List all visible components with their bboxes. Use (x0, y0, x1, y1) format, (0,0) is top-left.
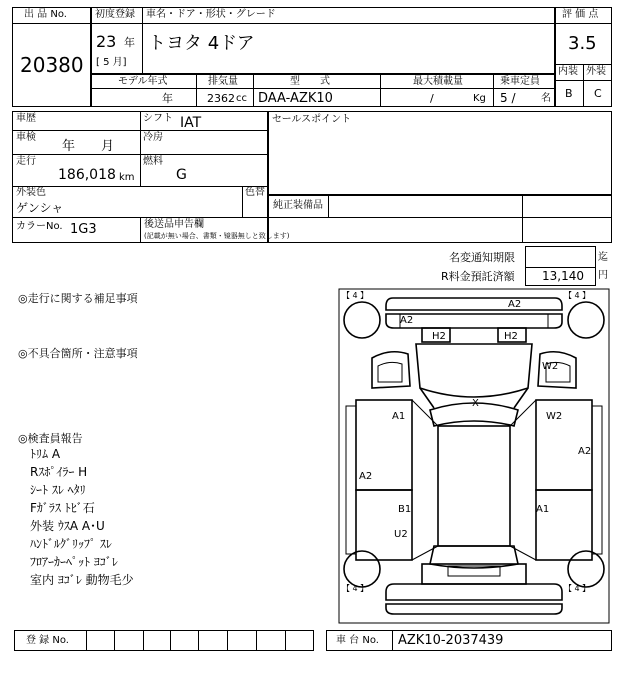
max-load-label: 最大積載量 (413, 76, 463, 87)
color-no-label: カラーNo. (16, 221, 63, 232)
mark-a1-right: A1 (536, 504, 550, 515)
displacement-unit: cc (236, 93, 247, 104)
rear-bumper-lower (386, 604, 562, 614)
car-name-label: 車名・ドア・形状・グレード (146, 9, 276, 20)
mark-w2-side: W2 (546, 411, 563, 422)
front-bumper (386, 298, 562, 310)
mileage-label: 走行 (16, 156, 36, 167)
color-label: 外装色 (16, 187, 46, 198)
fuel-label: 燃料 (143, 156, 163, 167)
mark-h2-left: H2 (432, 331, 446, 342)
report-line: Rｽﾎﾟｲﾗｰ H (30, 465, 88, 479)
first-reg-year: 23 (96, 32, 117, 51)
side-sill-left (346, 406, 356, 554)
recycle-fee-value: 13,140 (542, 269, 584, 283)
interior-grade: B (565, 87, 573, 100)
mark-u2: U2 (394, 529, 408, 540)
mark-b1: B1 (398, 504, 412, 515)
type-value: DAA-AZK10 (258, 91, 333, 106)
report-line: ﾌﾛｱｰｶｰﾍﾟｯﾄ ﾖｺﾞﾚ (30, 555, 118, 569)
report-line: Fｶﾞﾗｽ ﾄﾋﾞ石 (30, 501, 95, 515)
car-name: トヨタ 4ドア (148, 33, 255, 54)
lot-number-label: 出 品 No. (24, 9, 67, 20)
recycle-fee-label: R料金預託済額 (441, 270, 515, 283)
mark-h2-right: H2 (504, 331, 518, 342)
name-change-unit: 迄 (598, 252, 608, 263)
recycle-fee-unit: 円 (598, 270, 608, 281)
fuel-value: G (176, 167, 187, 183)
sales-points-label: セールスポイント (272, 114, 352, 125)
mark-a2-front: A2 (400, 315, 414, 326)
chassis-no-value: AZK10-2037439 (398, 633, 504, 648)
ac-label: 冷房 (143, 132, 163, 143)
tire-front-left (344, 302, 380, 338)
inspection-label: 車検 (16, 132, 36, 143)
mark-a2-top: A2 (508, 299, 522, 310)
tire-label-rear-right: 【 4 】 (564, 584, 591, 593)
tire-front-right (568, 302, 604, 338)
mark-w2-right: W2 (542, 361, 559, 372)
first-reg-year-unit: 年 (124, 36, 135, 49)
type-label: 型 式 (290, 76, 330, 87)
history-label: 車歴 (16, 113, 36, 124)
capacity-unit: 名 (541, 93, 551, 104)
rear-door-left (356, 490, 412, 560)
capacity-value: 5 / (500, 91, 516, 105)
rear-bumper (386, 584, 562, 600)
report-line: ｼｰﾄ ｽﾚ ﾍﾀﾘ (30, 483, 86, 497)
interior-label: 内装 (558, 66, 578, 77)
mark-x-center: X (472, 398, 479, 409)
mileage-unit: km (119, 172, 135, 183)
trunk (422, 564, 526, 584)
mark-a2-right: A2 (578, 446, 592, 457)
score-value: 3.5 (568, 33, 597, 54)
color-change-label: 色替 (245, 187, 265, 198)
roof (438, 426, 510, 546)
score-label: 評 価 点 (562, 9, 599, 20)
mark-a2-left: A2 (359, 471, 373, 482)
defects-label: ◎不具合箇所・注意事項 (18, 347, 138, 360)
tire-rear-left (344, 551, 380, 587)
model-year-unit: 年 (162, 92, 173, 105)
color-value: ゲンシャ (16, 201, 64, 215)
shift-label: シフト (143, 113, 173, 124)
car-damage-diagram (338, 288, 610, 624)
factory-equipment-label: 純正装備品 (273, 200, 323, 211)
hood (416, 344, 532, 397)
report-line: ﾄﾘﾑ A (30, 447, 61, 461)
tire-label-front-right: 【 4 】 (564, 291, 591, 300)
docs-note: (記載が無い場合、書類・镜器無しと致します) (144, 232, 290, 240)
report-line: 外装 ｳｽA A･U (30, 519, 105, 533)
docs-label: 後送品申告欄 (144, 219, 204, 230)
front-door-right (536, 400, 592, 490)
displacement-label: 排気量 (208, 76, 238, 87)
exterior-label: 外装 (586, 66, 606, 77)
mark-a1-left: A1 (392, 411, 406, 422)
inspection-value: 年 月 (62, 139, 115, 154)
name-change-field (525, 246, 596, 268)
chassis-no-label: 車 台 No. (336, 635, 379, 646)
tire-label-front-left: 【 4 】 (342, 291, 369, 300)
capacity-label: 乗車定員 (500, 76, 540, 87)
tire-rear-right (568, 551, 604, 587)
max-load-value: / (430, 92, 434, 105)
report-line: 室内 ﾖｺﾞﾚ 動物毛少 (30, 573, 134, 587)
name-change-label: 名変通知期限 (449, 251, 515, 264)
tire-label-rear-left: 【 4 】 (342, 584, 369, 593)
model-year-label: モデル年式 (118, 76, 168, 87)
first-reg-month: [ 5 月] (96, 57, 127, 68)
inspector-report-label: ◎検査員報告 (18, 432, 83, 445)
max-load-unit: Kg (473, 93, 486, 104)
exterior-grade: C (594, 87, 602, 100)
color-no-value: 1G3 (70, 222, 97, 237)
displacement-value: 2362 (207, 92, 235, 105)
registration-no-label: 登 録 No. (26, 635, 69, 646)
rear-door-right (536, 490, 592, 560)
report-line: ﾊﾝﾄﾞﾙｸﾞﾘｯﾌﾟ ｽﾚ (30, 537, 112, 551)
first-registration-label: 初度登録 (95, 9, 135, 20)
side-sill-right (592, 406, 602, 554)
driving-notes-label: ◎走行に関する補足事項 (18, 292, 138, 305)
shift-value: IAT (180, 115, 202, 131)
lot-number: 20380 (20, 53, 84, 77)
mileage-value: 186,018 (58, 167, 116, 183)
